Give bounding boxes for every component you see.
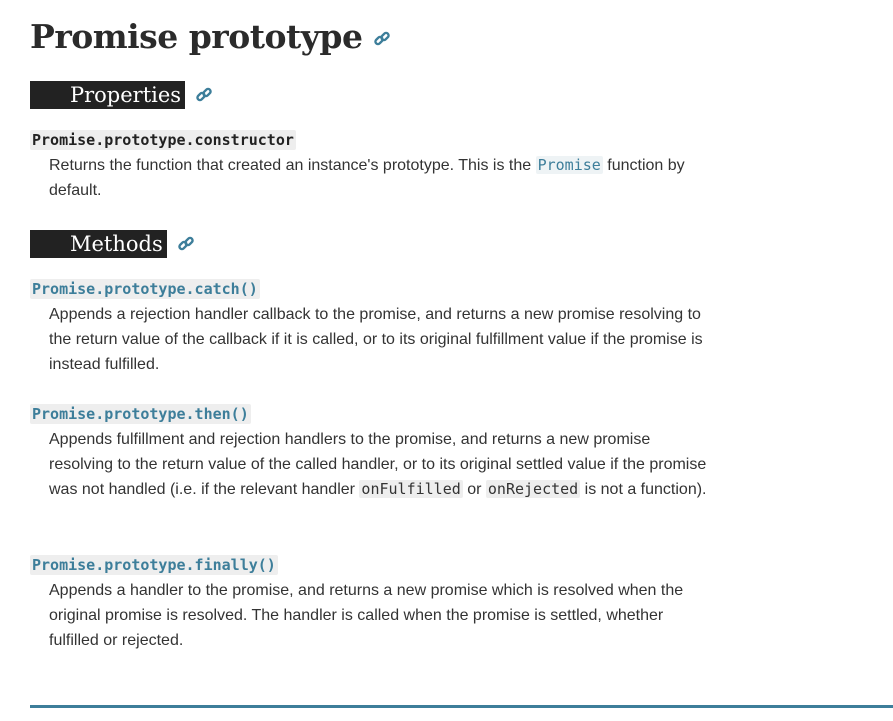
properties-heading-text: Properties: [30, 81, 185, 109]
desc-text: is not a function).: [580, 481, 707, 498]
page-title: [30, 14, 391, 60]
promise-link[interactable]: Promise: [537, 156, 601, 174]
methods-permalink[interactable]: [177, 235, 195, 253]
desc-text: Appends fulfillment and rejection handlers to the promise, and returns a new promise resolving to the return value of the called handler, or to its original settled value if the promise was not handled (i.e. if the relevant handler: [49, 431, 707, 498]
desc-text: Returns the function that created an instance's prototype. This is the: [49, 157, 536, 174]
inline-code-onfulfilled: onFulfilled: [361, 480, 461, 498]
link-icon: [373, 30, 391, 48]
method-desc-finally: Appends a handler to the promise, and returns a new promise which is resolved when the original promise is resolved. The handler is called when the promise is settled, whether fulfilled or rejected.: [49, 582, 684, 649]
link-icon: [177, 235, 195, 253]
method-term-catch[interactable]: [30, 279, 260, 299]
properties-heading: [30, 79, 213, 109]
property-term-constructor: [30, 130, 296, 150]
property-term-code: Promise.prototype.constructor: [32, 131, 294, 149]
method-term-then[interactable]: [30, 404, 251, 424]
section-divider: [30, 705, 893, 708]
link-icon: [195, 86, 213, 104]
method-link-finally[interactable]: Promise.prototype.finally(): [32, 556, 276, 574]
method-link-catch[interactable]: Promise.prototype.catch(): [32, 280, 258, 298]
property-desc-constructor: [49, 153, 709, 203]
title-permalink[interactable]: [373, 30, 391, 48]
methods-heading-text: Methods: [30, 230, 167, 258]
method-term-finally[interactable]: [30, 555, 278, 575]
method-link-then[interactable]: Promise.prototype.then(): [32, 405, 249, 423]
method-desc-catch: Appends a rejection handler callback to the promise, and returns a new promise resolving to the return value of the callback if it is called, or to its original fulfillment value if the promise is instead fulfilled.: [49, 306, 703, 373]
properties-permalink[interactable]: [195, 86, 213, 104]
method-desc-then: [49, 427, 709, 502]
page-title-text: Promise prototype: [30, 17, 363, 56]
desc-text: function by default.: [49, 157, 685, 199]
desc-text: or: [462, 481, 486, 498]
methods-heading: [30, 228, 195, 258]
inline-code-onrejected: onRejected: [487, 480, 579, 498]
